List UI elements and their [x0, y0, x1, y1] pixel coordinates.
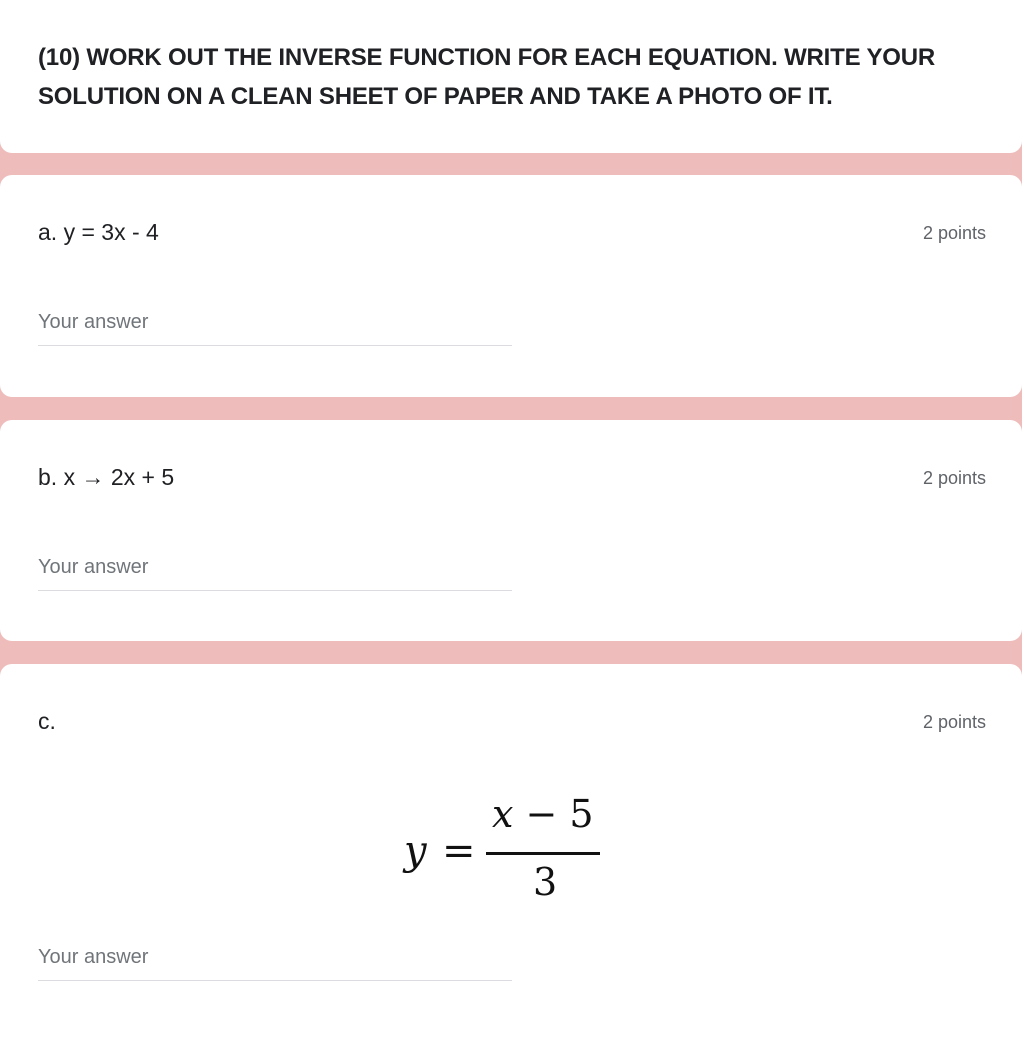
equation-numerator	[492, 792, 594, 836]
numerator-rest: − 5	[513, 792, 594, 836]
form-header-card	[0, 0, 1022, 153]
answer-input[interactable]: Your answer	[38, 942, 512, 981]
equation-denominator: 3	[533, 860, 558, 904]
fraction-bar	[486, 852, 600, 855]
question-points: 2 points	[922, 468, 986, 488]
question-title: c.	[38, 708, 56, 734]
equation-lhs: y	[404, 828, 427, 874]
question-title: b. x → 2x + 5	[38, 464, 175, 490]
question-title: a. y = 3x - 4	[38, 219, 159, 245]
question-card-b	[0, 420, 1022, 641]
equation-image	[400, 792, 610, 902]
form-section-title: (10) WORK OUT THE INVERSE FUNCTION FOR EACH EQUATION. WRITE YOUR SOLUTION ON A CLEAN SHEET OF PAPER AND TAKE A PHOTO OF IT.	[38, 44, 935, 110]
question-card-c	[0, 664, 1022, 1044]
answer-input[interactable]: Your answer	[38, 552, 512, 591]
answer-input[interactable]: Your answer	[38, 307, 512, 346]
question-points: 2 points	[922, 223, 986, 243]
question-points: 2 points	[922, 712, 986, 732]
equation-equals: =	[442, 828, 476, 874]
numerator-variable: x	[492, 792, 514, 836]
question-card-a	[0, 175, 1022, 397]
